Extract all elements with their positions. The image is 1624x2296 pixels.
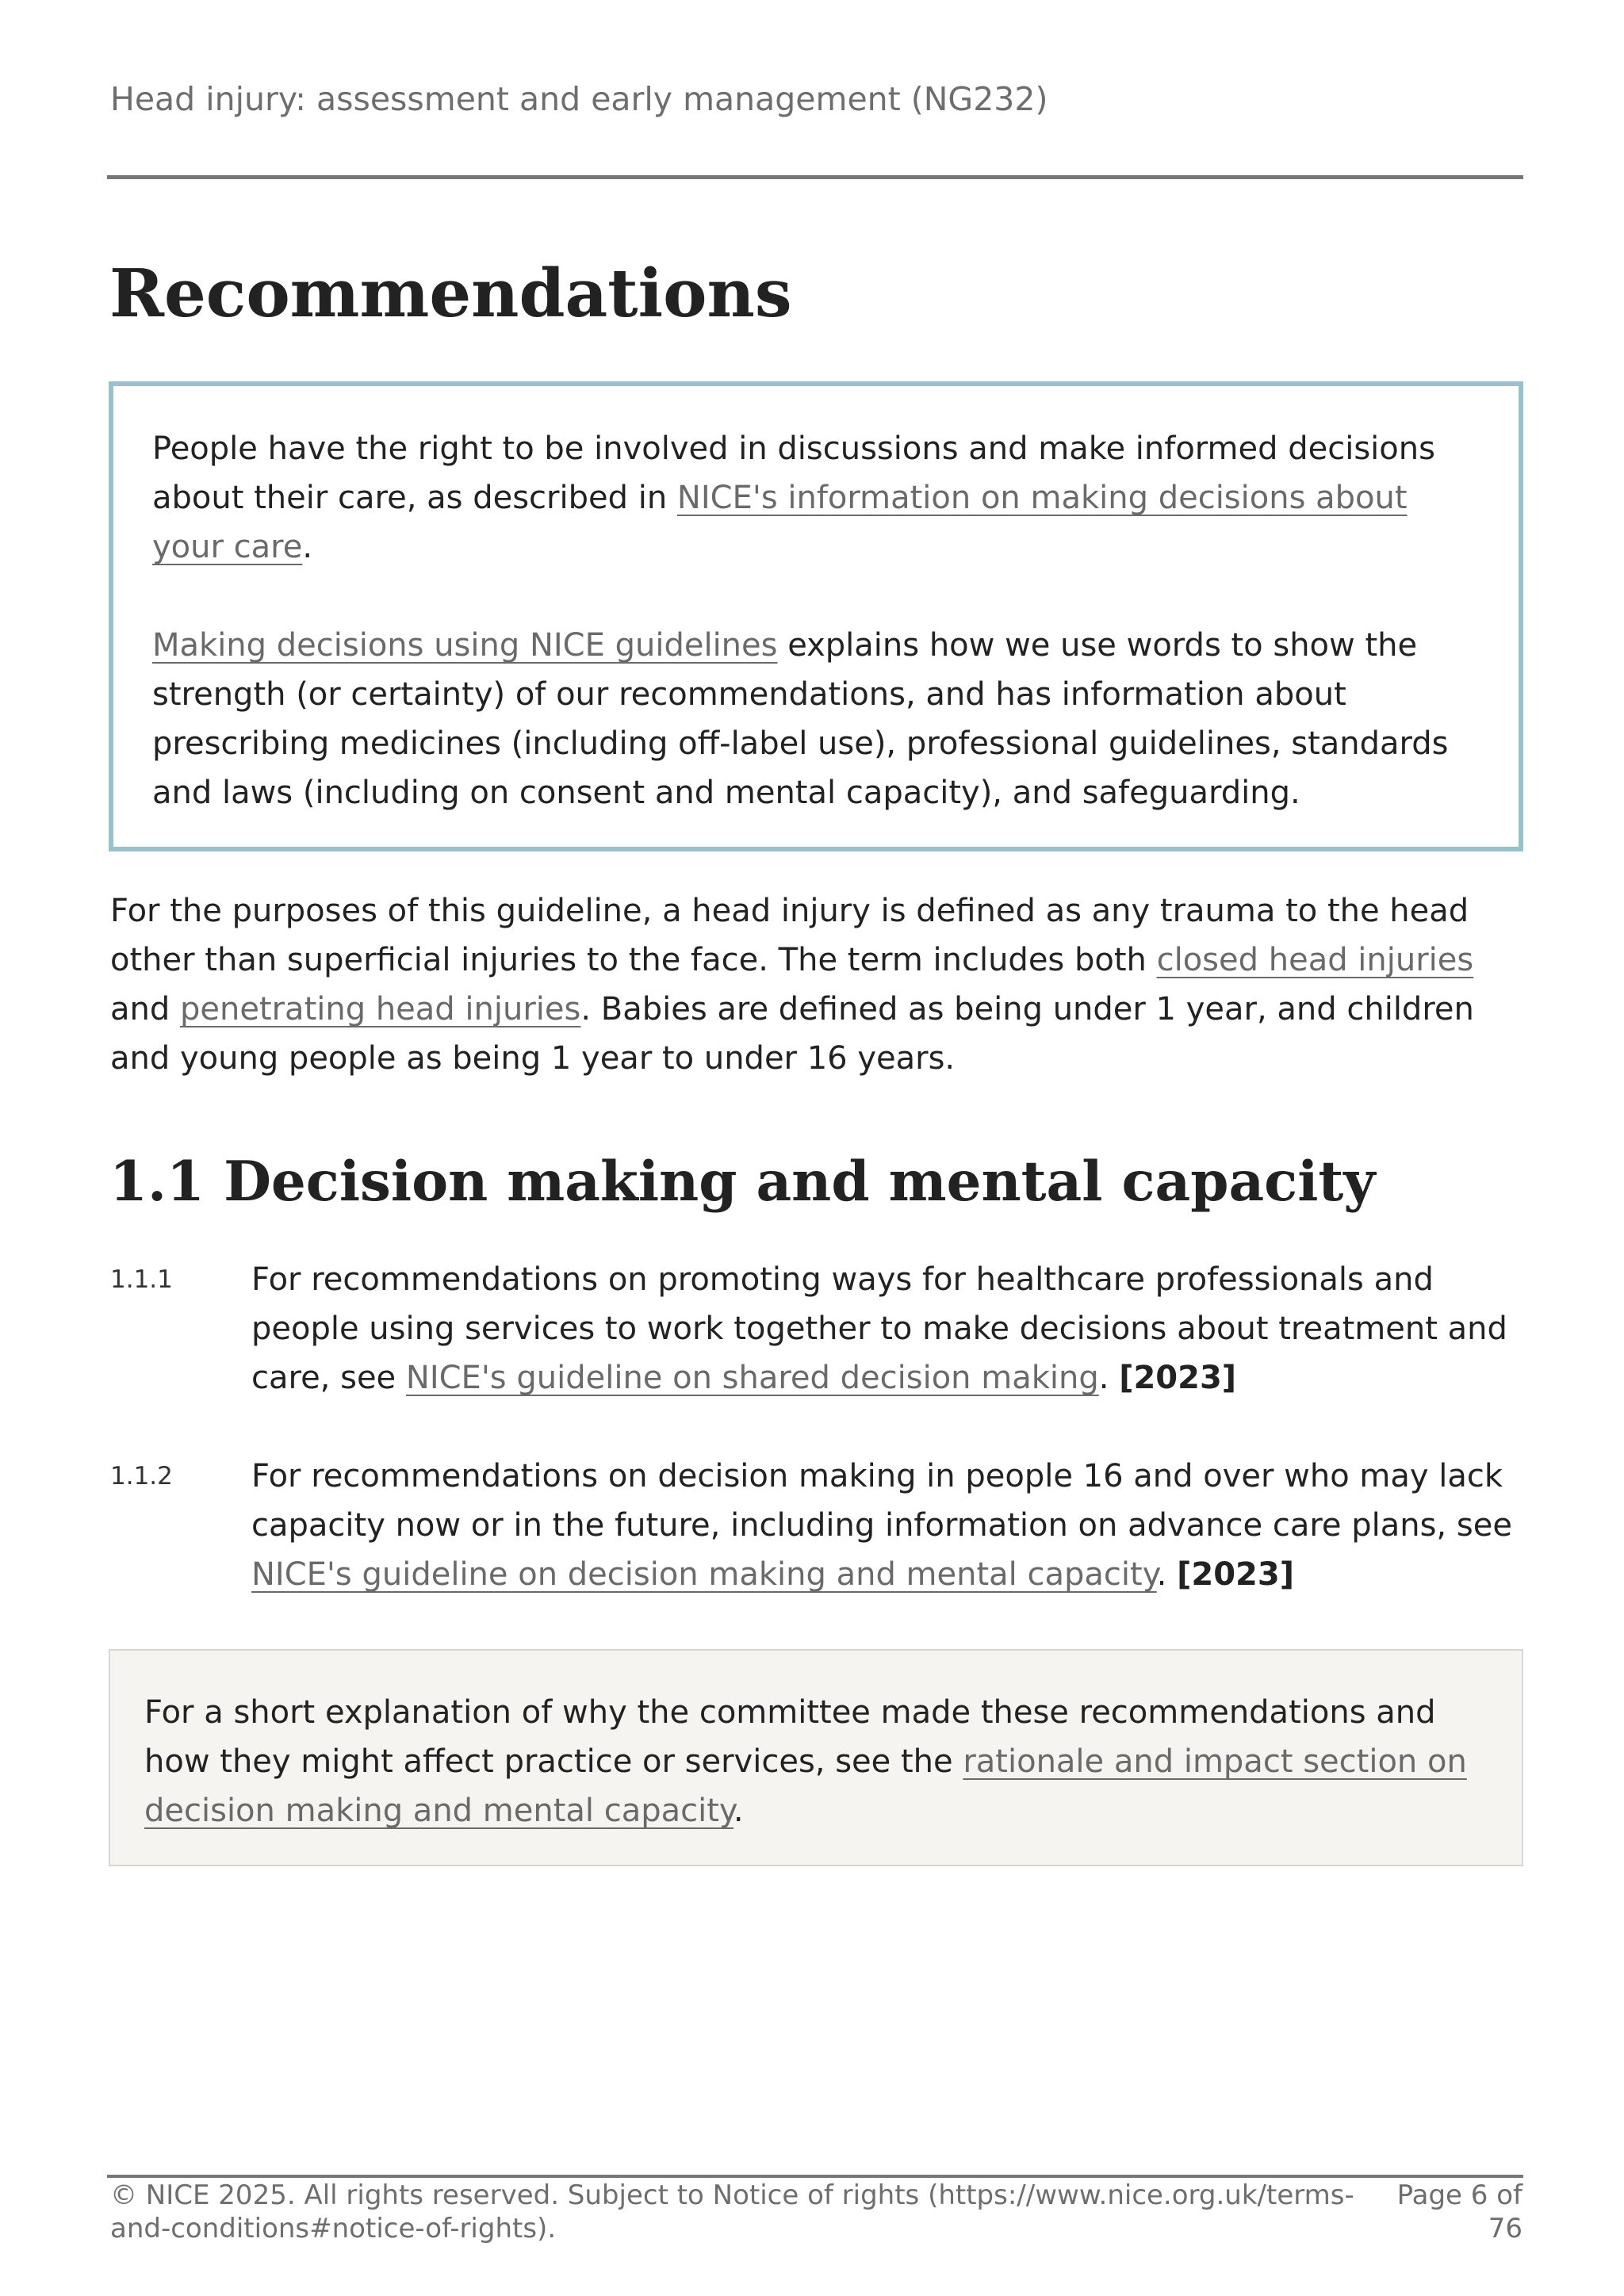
- decision-making-mental-capacity-link[interactable]: NICE's guideline on decision making and mental capacity: [251, 1556, 1157, 1593]
- penetrating-head-injuries-link[interactable]: penetrating head injuries: [179, 991, 581, 1027]
- intro-paragraph: [110, 886, 1530, 1083]
- rec-end: .: [1098, 1360, 1120, 1396]
- footer-copyright: © NICE 2025. All rights reserved. Subject to Notice of rights (https://www.nice.org.uk/terms-and-conditions#notice-of-rights).: [110, 2179, 1354, 2244]
- rec-body: For recommendations on decision making in people 16 and over who may lack capacity now or in the future, including information on advance care plans, see: [251, 1458, 1512, 1544]
- shared-decision-making-link[interactable]: NICE's guideline on shared decision making: [405, 1360, 1099, 1396]
- info-paragraph-guidelines: [152, 621, 1484, 817]
- rationale-text: [144, 1688, 1490, 1835]
- info-paragraph-rights: [152, 424, 1484, 572]
- recommendation-text: [251, 1255, 1530, 1402]
- intro-text-3: . Babies are defined as being under 1 year, and children and young people as being 1 year to under 16 years.: [110, 991, 1474, 1077]
- header-divider: [107, 175, 1523, 179]
- page-number: Page 6 of 76: [1396, 2179, 1522, 2244]
- rationale-box: [109, 1649, 1523, 1866]
- recommendation-number: 1.1.2: [110, 1462, 173, 1490]
- info-rights-end: .: [302, 529, 313, 565]
- running-header: Head injury: assessment and early management (NG232): [110, 80, 1048, 118]
- rationale-impact-link[interactable]: rationale and impact section on decision making and mental capacity: [144, 1743, 1467, 1829]
- info-rights-text: People have the right to be involved in discussions and make informed decisions about their care, as described in: [152, 430, 1435, 516]
- info-box: [109, 381, 1523, 851]
- rationale-end: .: [733, 1793, 744, 1829]
- footer-divider: [107, 2175, 1523, 2178]
- making-decisions-guidelines-link[interactable]: Making decisions using NICE guidelines: [152, 627, 778, 664]
- recommendation-number: 1.1.1: [110, 1265, 173, 1294]
- info-guidelines-text: explains how we use words to show the strength (or certainty) of our recommendations, and has information about prescribing medicines (including off-label use), professional guidelines, standards and laws (including on consent and mental capacity), and safeguarding.: [152, 627, 1449, 811]
- year-tag: [2023]: [1177, 1556, 1294, 1593]
- making-decisions-care-link[interactable]: NICE's information on making decisions about your care: [152, 480, 1408, 565]
- section-heading: 1.1 Decision making and mental capacity: [109, 1150, 1376, 1214]
- year-tag: [2023]: [1119, 1360, 1237, 1396]
- rec-body: For recommendations on promoting ways for healthcare professionals and people using services to work together to make decisions about treatment and care, see: [251, 1261, 1507, 1396]
- rationale-body: For a short explanation of why the committee made these recommendations and how they might affect practice or services, see the: [144, 1694, 1436, 1780]
- intro-text-1: For the purposes of this guideline, a head injury is defined as any trauma to the head other than superficial injuries to the face. The term includes both: [110, 893, 1469, 978]
- recommendation-text: [251, 1452, 1530, 1599]
- intro-text-2: and: [110, 991, 180, 1027]
- closed-head-injuries-link[interactable]: closed head injuries: [1156, 942, 1474, 978]
- rec-end: .: [1156, 1556, 1178, 1593]
- page-title: Recommendations: [109, 254, 792, 332]
